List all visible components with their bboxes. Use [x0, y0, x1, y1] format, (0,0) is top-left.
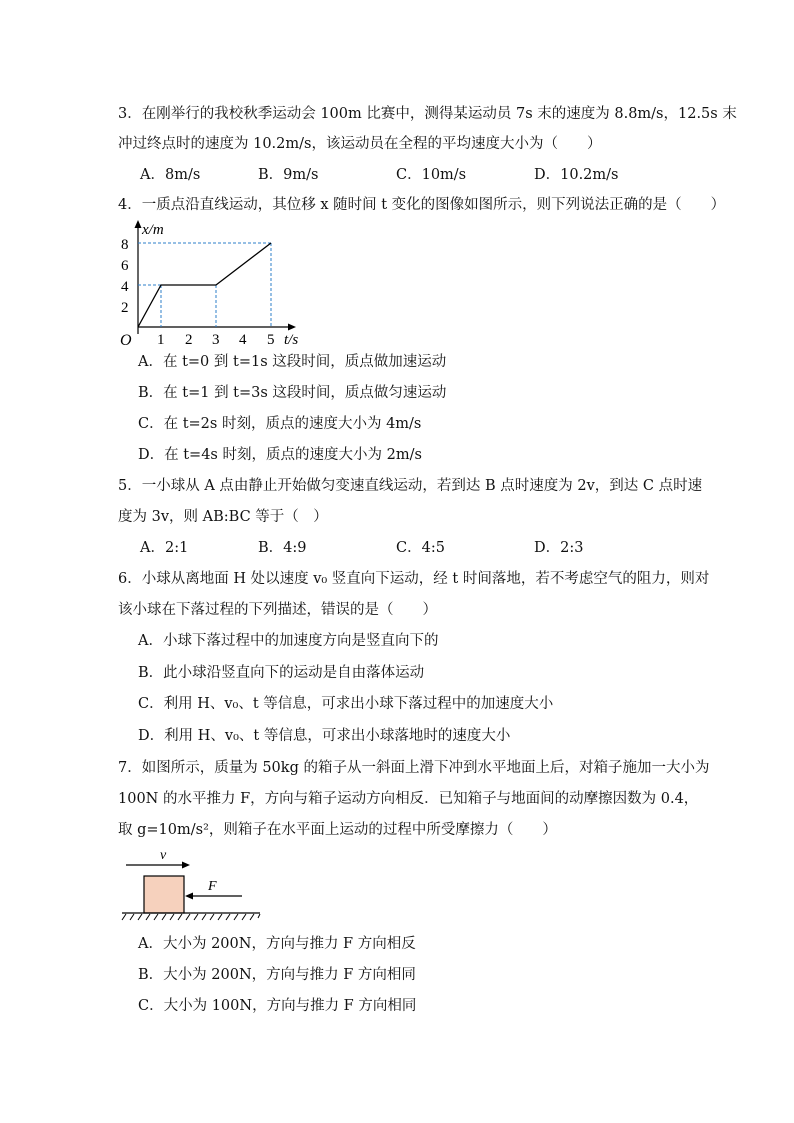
- q7-stem-line1: 7．如图所示，质量为 50kg 的箱子从一斜面上滑下冲到水平地面上后，对箱子施加一大小为: [118, 760, 710, 776]
- q5-stem-line2: 度为 3v，则 AB:BC 等于（ ）: [118, 509, 328, 525]
- q5-option-d[interactable]: D．2:3: [534, 540, 584, 556]
- q5-option-a[interactable]: A．2:1: [140, 540, 189, 556]
- q3-option-d[interactable]: D．10.2m/s: [534, 167, 619, 183]
- q7-option-a[interactable]: A．大小为 200N，方向与推力 F 方向相反: [138, 936, 416, 952]
- q5-option-c[interactable]: C．4:5: [396, 540, 445, 556]
- q4-option-d[interactable]: D．在 t=4s 时刻，质点的速度大小为 2m/s: [138, 447, 422, 463]
- box: [144, 876, 184, 913]
- q3-option-a[interactable]: A．8m/s: [140, 167, 201, 183]
- q5-stem-line1: 5．一小球从 A 点由静止开始做匀变速直线运动，若到达 B 点时速度为 2v，到达 C 点时速: [118, 478, 703, 494]
- y-tick-6: 6: [121, 258, 129, 274]
- x-tick-4: 4: [239, 332, 247, 348]
- x-tick-1: 1: [157, 332, 165, 348]
- q6-option-d[interactable]: D．利用 H、v₀、t 等信息，可求出小球落地时的速度大小: [138, 728, 511, 744]
- x-tick-2: 2: [185, 332, 193, 348]
- x-axis-label: t/s: [284, 332, 299, 348]
- q7-stem-line2: 100N 的水平推力 F，方向与箱子运动方向相反．已知箱子与地面间的动摩擦因数为 0.4，: [118, 791, 699, 807]
- q6-option-b[interactable]: B．此小球沿竖直向下的运动是自由落体运动: [138, 665, 425, 681]
- q6-stem-line2: 该小球在下落过程的下列描述，错误的是（ ）: [118, 602, 437, 618]
- y-tick-2: 2: [121, 300, 129, 316]
- graph-line: [138, 243, 271, 327]
- q6-option-a[interactable]: A．小球下落过程中的加速度方向是竖直向下的: [138, 633, 439, 649]
- q7-option-b[interactable]: B．大小为 200N，方向与推力 F 方向相同: [138, 967, 416, 983]
- ground-hatching: [122, 914, 260, 920]
- q5-option-b[interactable]: B．4:9: [258, 540, 307, 556]
- x-tick-5: 5: [267, 332, 275, 348]
- y-axis-label: x/m: [142, 222, 164, 238]
- q3-stem-line1: 3．在刚举行的我校秋季运动会 100m 比赛中，测得某运动员 7s 末的速度为 8.8m/s，12.5s 末: [118, 106, 737, 122]
- q6-stem-line1: 6．小球从离地面 H 处以速度 v₀ 竖直向下运动，经 t 时间落地，若不考虑空气的阻力，则对: [118, 571, 710, 587]
- q4-stem-line1: 4．一质点沿直线运动，其位移 x 随时间 t 变化的图像如图所示，则下列说法正确的是（ ）: [118, 197, 726, 213]
- q3-option-c[interactable]: C．10m/s: [396, 167, 467, 183]
- force-label: F: [208, 879, 217, 894]
- box-force-figure: [118, 846, 268, 926]
- q3-option-b[interactable]: B．9m/s: [258, 167, 319, 183]
- q6-option-c[interactable]: C．利用 H、v₀、t 等信息，可求出小球下落过程中的加速度大小: [138, 696, 554, 712]
- x-axis-arrow: [288, 324, 296, 331]
- y-axis-arrow: [135, 220, 142, 228]
- q4-option-a[interactable]: A．在 t=0 到 t=1s 这段时间，质点做加速运动: [138, 354, 447, 370]
- q4-option-c[interactable]: C．在 t=2s 时刻，质点的速度大小为 4m/s: [138, 416, 422, 432]
- velocity-arrowhead: [182, 862, 190, 869]
- y-tick-4: 4: [121, 279, 129, 295]
- q3-stem-line2: 冲过终点时的速度为 10.2m/s，该运动员在全程的平均速度大小为（ ）: [118, 136, 602, 152]
- force-arrowhead: [185, 893, 193, 900]
- q7-stem-line3: 取 g=10m/s²，则箱子在水平面上运动的过程中所受摩擦力（ ）: [118, 822, 557, 838]
- q7-option-c[interactable]: C．大小为 100N，方向与推力 F 方向相同: [138, 998, 417, 1014]
- y-tick-8: 8: [121, 237, 129, 253]
- q4-option-b[interactable]: B．在 t=1 到 t=3s 这段时间，质点做匀速运动: [138, 385, 447, 401]
- origin-label: O: [120, 332, 132, 349]
- x-tick-3: 3: [212, 332, 220, 348]
- displacement-time-graph: [118, 218, 318, 350]
- velocity-label: v: [160, 848, 167, 863]
